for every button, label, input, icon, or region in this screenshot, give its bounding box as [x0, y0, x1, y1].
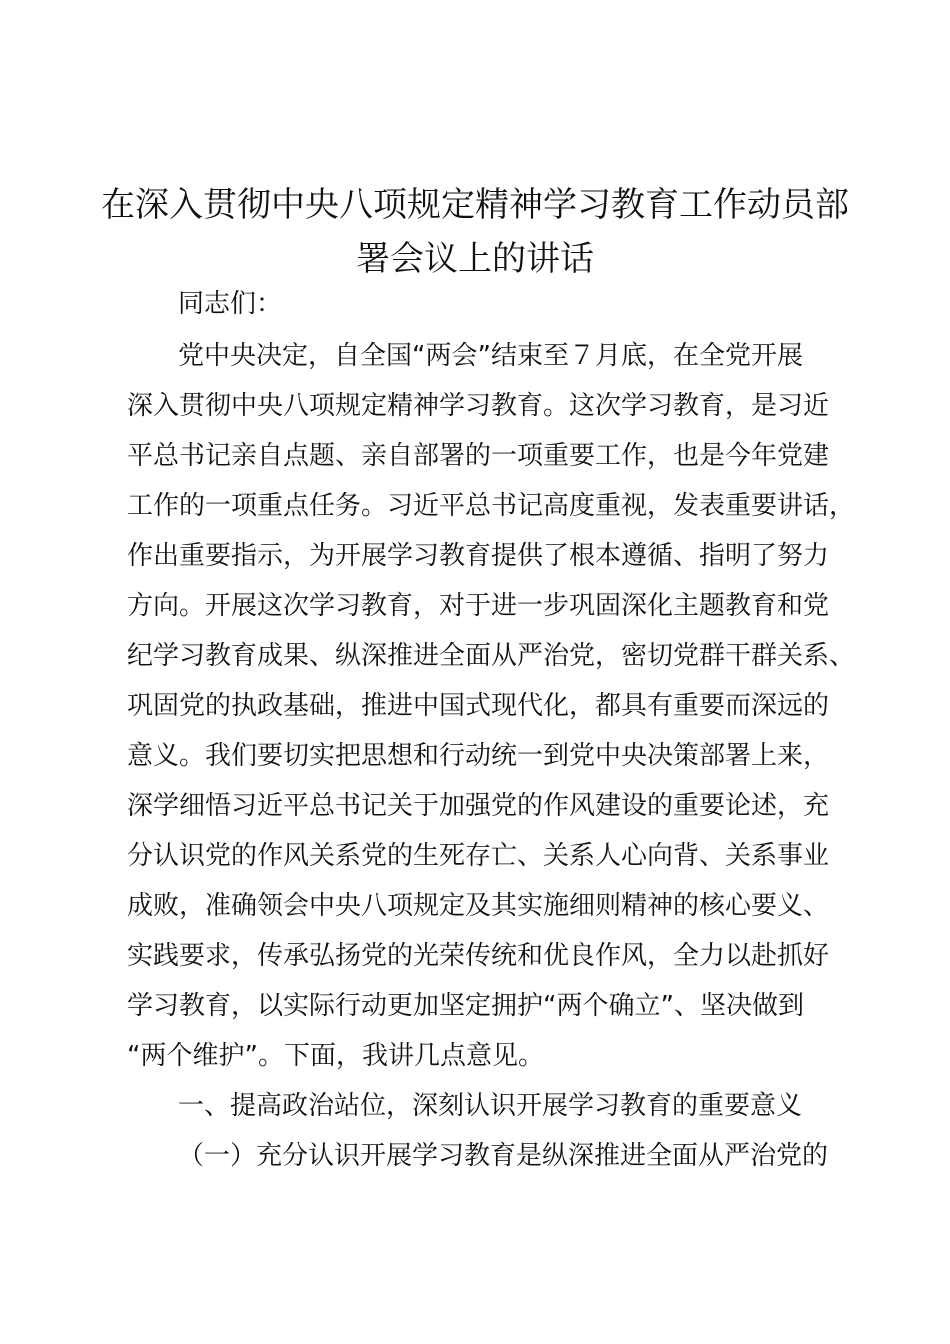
paragraph-line: 学习教育，以实际行动更加坚定拥护“两个确立”、坚决做到: [127, 991, 804, 1021]
salutation: 同志们：: [178, 289, 283, 319]
paragraph-line: 深学细悟习近平总书记关于加强党的作风建设的重要论述，充: [127, 791, 830, 821]
paragraph-line: 巩固党的执政基础，推进中国式现代化，都具有重要而深远的: [127, 691, 830, 721]
paragraph-line: “两个维护”。下面，我讲几点意见。: [127, 1041, 544, 1071]
paragraph-line: 方向。开展这次学习教育，对于进一步巩固深化主题教育和党: [127, 591, 830, 621]
paragraph-line: 党中央决定，自全国“两会”结束至７月底，在全党开展: [178, 341, 803, 371]
paragraph-line: 成败，准确领会中央八项规定及其实施细则精神的核心要义、: [127, 891, 830, 921]
paragraph-line: 纪学习教育成果、纵深推进全面从严治党，密切党群干群关系、: [127, 641, 856, 671]
paragraph-line: 意义。我们要切实把思想和行动统一到党中央决策部署上来，: [127, 741, 830, 771]
paragraph-line: 作出重要指示，为开展学习教育提供了根本遵循、指明了努力: [127, 541, 830, 571]
paragraph-line: 深入贯彻中央八项规定精神学习教育。这次学习教育，是习近: [127, 391, 830, 421]
document-title: 在深入贯彻中央八项规定精神学习教育工作动员部署会议上的讲话: [101, 185, 849, 279]
paragraph-line: 分认识党的作风关系党的生死存亡、关系人心向背、关系事业: [127, 841, 830, 871]
paragraph-line: 实践要求，传承弘扬党的光荣传统和优良作风，全力以赴抓好: [127, 941, 830, 971]
subsection-heading: （一）充分认识开展学习教育是纵深推进全面从严治党的: [178, 1141, 829, 1171]
paragraph-line: 平总书记亲自点题、亲自部署的一项重要工作，也是今年党建: [127, 441, 830, 471]
section-heading: 一、提高政治站位，深刻认识开展学习教育的重要意义: [178, 1091, 803, 1121]
paragraph-line: 工作的一项重点任务。习近平总书记高度重视，发表重要讲话，: [127, 491, 856, 521]
